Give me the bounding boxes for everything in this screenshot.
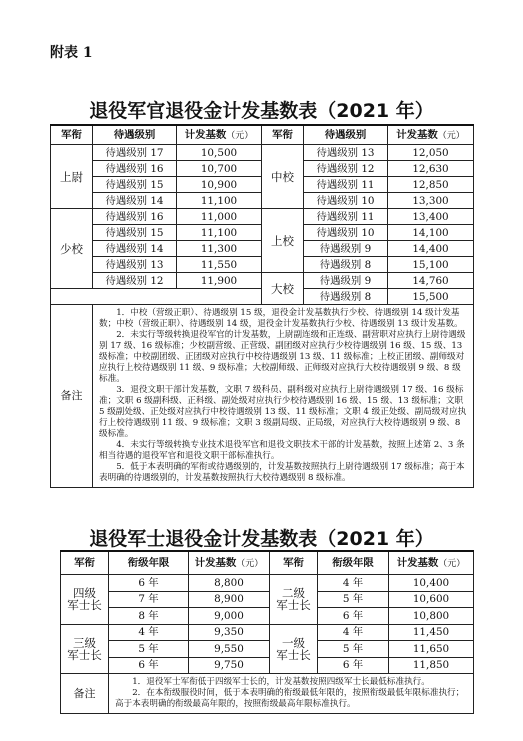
base-value-cell: 11,000	[177, 209, 262, 225]
level-cell: 待遇级别 13	[93, 257, 177, 273]
rank-cell: 一级 军士长	[270, 624, 318, 674]
base-value-cell: 8,800	[189, 575, 270, 592]
header-years: 衔级年限	[318, 551, 389, 575]
header-base-label: 计发基数	[396, 128, 438, 141]
empty-cell	[51, 289, 262, 305]
header-rank: 军衔	[51, 125, 93, 145]
years-cell: 8 年	[109, 608, 189, 625]
note-item: 3．退役文职干部计发基数，文职 7 级科员、副科级对应执行上尉待遇级别 17 级、16 级标准；文职 6 级副科级、正科级、副处级对应执行少校待遇级别 16 级、15 级、13 级标准；文职 5 级副处级、正处级对应执行中校待遇级别 13 级、11 级标准；文职 4 级正处级、副局级对应执行上校待遇级别 11 级、9 级标准；文职 3 级副局级、正局级，对应执行大校待遇级别 9 级、8 级标准。	[99, 385, 467, 439]
note-item: 2．在本衔级服役时间，低于本表明确的衔级最低年限的，按照衔级最低年限标准执行；高于本表明确的衔级最高年限的，按照衔级最高年限标准执行。	[115, 688, 465, 709]
years-cell: 6 年	[109, 657, 189, 674]
header-row	[51, 125, 474, 145]
base-value-cell: 12,850	[388, 177, 474, 193]
header-base-label: 计发基数	[194, 556, 237, 569]
level-cell: 待遇级别 10	[304, 225, 388, 241]
base-value-cell: 15,100	[388, 257, 474, 273]
base-value-cell: 15,500	[388, 289, 474, 305]
base-value-cell: 11,550	[177, 257, 262, 273]
notes-content	[109, 674, 474, 714]
table-row	[51, 273, 474, 289]
header-unit: （元）	[236, 558, 264, 569]
nco-pension-table	[60, 550, 474, 714]
years-cell: 4 年	[318, 624, 389, 641]
header-base-label: 计发基数	[184, 128, 227, 141]
level-cell: 待遇级别 8	[304, 289, 388, 305]
level-cell: 待遇级别 16	[93, 209, 177, 225]
header-years: 衔级年限	[109, 551, 189, 575]
rank-cell: 大校	[262, 273, 304, 305]
base-value-cell: 11,650	[389, 641, 474, 658]
attachment-label: 附表 1	[50, 45, 93, 61]
level-cell: 待遇级别 12	[304, 161, 388, 177]
header-unit: （元）	[226, 130, 254, 141]
header-base	[389, 551, 474, 575]
header-base	[177, 125, 262, 145]
level-cell: 待遇级别 11	[304, 209, 388, 225]
base-value-cell: 11,900	[177, 273, 262, 289]
table-row	[61, 624, 474, 641]
years-cell: 5 年	[109, 641, 189, 658]
rank-cell: 二级 军士长	[270, 575, 318, 625]
level-cell: 待遇级别 14	[93, 241, 177, 257]
header-base	[189, 551, 270, 575]
base-value-cell: 12,630	[388, 161, 474, 177]
rank-cell: 中校	[262, 145, 304, 209]
base-value-cell: 9,350	[189, 624, 270, 641]
base-value-cell: 11,850	[389, 657, 474, 674]
level-cell: 待遇级别 17	[93, 145, 177, 161]
years-cell: 6 年	[109, 575, 189, 592]
officer-pension-table	[50, 124, 474, 488]
base-value-cell: 13,300	[388, 193, 474, 209]
years-cell: 6 年	[318, 608, 389, 625]
years-cell: 5 年	[318, 641, 389, 658]
base-value-cell: 10,800	[389, 608, 474, 625]
level-cell: 待遇级别 15	[93, 225, 177, 241]
note-item: 4．未实行等级转换专业技术退役军官和退役文职技术干部的计发基数，按照上述第 2、3 条相当待遇的退役军官和退役文职干部标准执行。	[99, 440, 465, 461]
years-cell: 6 年	[318, 657, 389, 674]
table-row	[61, 575, 474, 592]
note-item: 5．低于本表明确的军衔或待遇级别的，计发基数按照执行上尉待遇级别 17 级标准；高于本表明确的待遇级别的，计发基数按照执行大校待遇级别 8 级标准。	[99, 462, 465, 483]
note-item: 1．中校（营级正职）、待遇级别 15 级，退役金计发基数执行少校、待遇级别 14 级计发基数；中校（营级正职）、待遇级别 14 级，退役金计发基数执行少校、待遇级别 13 级计发基数。	[99, 308, 463, 329]
level-cell: 待遇级别 9	[304, 241, 388, 257]
notes-label: 备注	[61, 674, 109, 714]
base-value-cell: 14,400	[388, 241, 474, 257]
header-row	[61, 551, 474, 575]
base-value-cell: 9,000	[189, 608, 270, 625]
level-cell: 待遇级别 14	[93, 193, 177, 209]
table-row	[51, 145, 474, 161]
level-cell: 待遇级别 9	[304, 273, 388, 289]
header-rank: 军衔	[270, 551, 318, 575]
header-base-label: 计发基数	[396, 556, 439, 569]
header-level: 待遇级别	[304, 125, 388, 145]
base-value-cell: 11,100	[177, 225, 262, 241]
base-value-cell: 10,500	[177, 145, 262, 161]
base-value-cell: 8,900	[189, 591, 270, 608]
header-rank: 军衔	[262, 125, 304, 145]
base-value-cell: 10,400	[389, 575, 474, 592]
base-value-cell: 9,750	[189, 657, 270, 674]
level-cell: 待遇级别 13	[304, 145, 388, 161]
level-cell: 待遇级别 12	[93, 273, 177, 289]
rank-cell: 四级 军士长	[61, 575, 109, 625]
notes-row	[51, 305, 474, 488]
officer-table-title: 退役军官退役金计发基数表（2021 年）	[89, 100, 434, 122]
table-row	[61, 608, 474, 625]
rank-cell: 上校	[262, 209, 304, 273]
table-row	[61, 657, 474, 674]
header-rank: 军衔	[61, 551, 109, 575]
table-row	[51, 209, 474, 225]
level-cell: 待遇级别 11	[304, 177, 388, 193]
base-value-cell: 11,450	[389, 624, 474, 641]
notes-content	[93, 305, 474, 488]
header-level: 待遇级别	[93, 125, 177, 145]
table-row	[61, 641, 474, 658]
rank-cell: 三级 军士长	[61, 624, 109, 674]
base-value-cell: 10,900	[177, 177, 262, 193]
rank-cell: 少校	[51, 209, 93, 289]
base-value-cell: 10,700	[177, 161, 262, 177]
base-value-cell: 14,760	[388, 273, 474, 289]
level-cell: 待遇级别 15	[93, 177, 177, 193]
header-base	[388, 125, 474, 145]
base-value-cell: 14,100	[388, 225, 474, 241]
note-item: 1．退役军士军衔低于四级军士长的，计发基数按照四级军士长最低标准执行。	[132, 677, 430, 687]
header-unit: （元）	[437, 130, 465, 141]
years-cell: 5 年	[318, 591, 389, 608]
base-value-cell: 11,300	[177, 241, 262, 257]
note-item: 2．未实行等级转换退役军官的计发基数，上尉副连级和正连级、副营职对应执行上尉待遇级别 17 级、16 级标准；少校副营级、正营级、副团级对应执行少校待遇级别 16 级、15 级、13 级标准；中校副团级、正团级对应执行中校待遇级别 13 级、11 级标准；上校正团级、副师级对应执行上校待遇级别 11 级、9 级标准；大校副师级、正师级对应执行大校待遇级别 9 级、8 级标准。	[99, 330, 466, 384]
notes-row	[61, 674, 474, 714]
base-value-cell: 11,100	[177, 193, 262, 209]
nco-table-title: 退役军士退役金计发基数表（2021 年）	[89, 528, 434, 550]
header-unit: （元）	[438, 558, 466, 569]
base-value-cell: 13,400	[388, 209, 474, 225]
notes-label: 备注	[51, 305, 93, 488]
base-value-cell: 10,600	[389, 591, 474, 608]
level-cell: 待遇级别 16	[93, 161, 177, 177]
base-value-cell: 12,050	[388, 145, 474, 161]
years-cell: 4 年	[318, 575, 389, 592]
level-cell: 待遇级别 8	[304, 257, 388, 273]
base-value-cell: 9,550	[189, 641, 270, 658]
level-cell: 待遇级别 10	[304, 193, 388, 209]
years-cell: 7 年	[109, 591, 189, 608]
table-row	[61, 591, 474, 608]
years-cell: 4 年	[109, 624, 189, 641]
rank-cell: 上尉	[51, 145, 93, 209]
